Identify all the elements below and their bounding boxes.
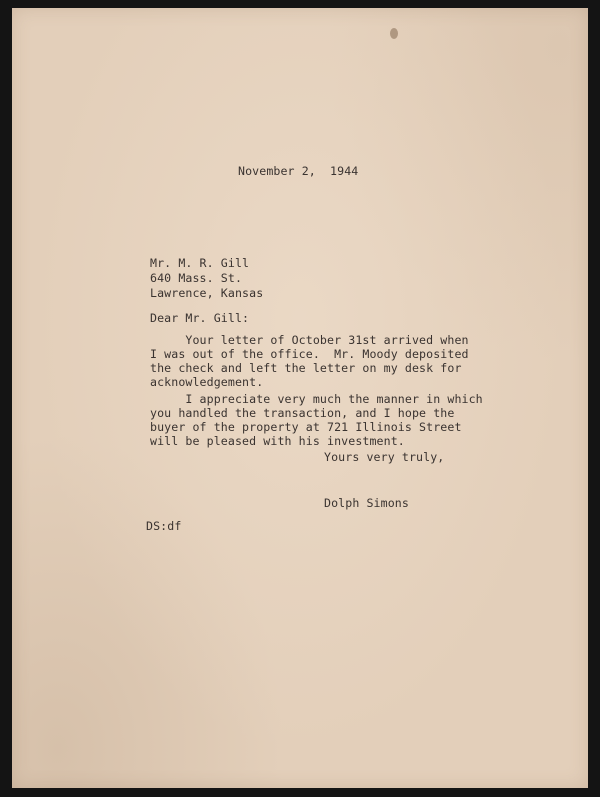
paragraph-2-line-2: you handled the transaction, and I hope the (150, 406, 455, 420)
paragraph-1-line-1: Your letter of October 31st arrived when (150, 333, 469, 347)
paragraph-1-line-4: acknowledgement. (150, 375, 264, 389)
paragraph-2-line-4: will be pleased with his investment. (150, 434, 405, 448)
letter-page (12, 8, 588, 788)
recipient-city: Lawrence, Kansas (150, 286, 264, 300)
paragraph-1-line-2: I was out of the office. Mr. Moody deposited (150, 347, 469, 361)
paragraph-2-line-1: I appreciate very much the manner in which (150, 392, 483, 406)
typist-initials: DS:df (146, 519, 182, 533)
letter-date: November 2, 1944 (238, 164, 359, 178)
ink-blot (390, 28, 398, 39)
closing: Yours very truly, (324, 450, 445, 464)
signer-name: Dolph Simons (324, 496, 409, 510)
paragraph-2-line-3: buyer of the property at 721 Illinois Street (150, 420, 462, 434)
paragraph-1-line-3: the check and left the letter on my desk for (150, 361, 462, 375)
recipient-street: 640 Mass. St. (150, 271, 243, 285)
salutation: Dear Mr. Gill: (150, 311, 250, 325)
recipient-name: Mr. M. R. Gill (150, 256, 250, 270)
